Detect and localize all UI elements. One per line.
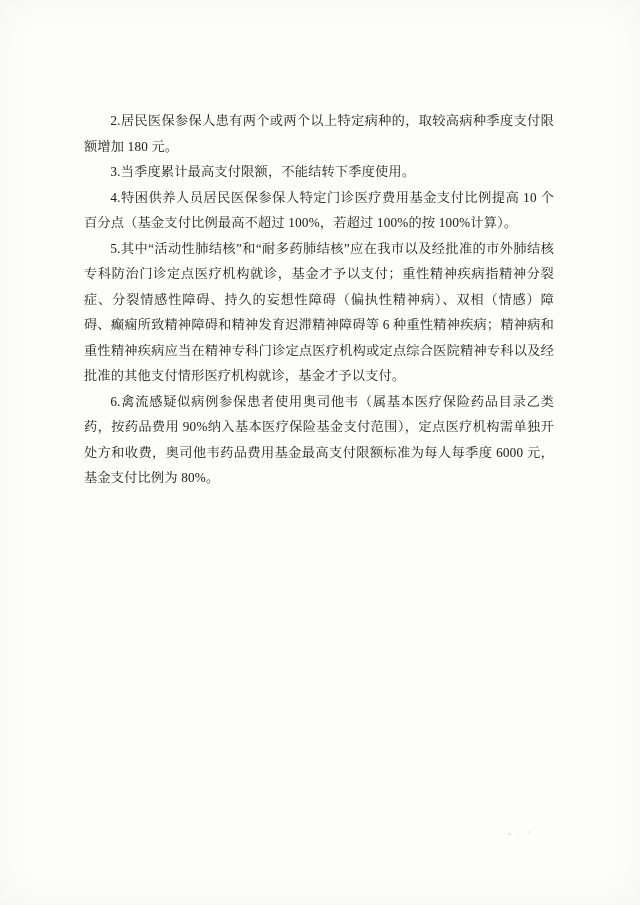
paragraph-5: 5.其中“活动性肺结核”和“耐多药肺结核”应在我市以及经批准的市外肺结核专科防治门诊定点医疗机构就诊，基金才予以支付；重性精神疾病指精神分裂症、分裂情感性障碍、持久的妄想性障碍（偏执性精神病）、双相（情感）障碍、癫痫所致精神障碍和精神发育迟滞精神障碍等 6 种重性精神疾病；精神病和重性精神疾病应当在精神专科门诊定点医疗机构或定点综合医院精神专科以及经批准的其他支付情形医疗机构就诊，基金才予以支付。: [84, 240, 554, 383]
document-body: [84, 108, 554, 491]
scan-speck: [96, 352, 98, 354]
paragraph-4: 4.特困供养人员居民医保参保人特定门诊医疗费用基金支付比例提高 10 个百分点（基金支付比例最高不超过 100%，若超过 100%的按 100%计算）。: [84, 189, 554, 230]
scan-speck: [508, 833, 511, 835]
paragraph-6: 6.禽流感疑似病例参保患者使用奥司他韦（属基本医疗保险药品目录乙类药，按药品费用 90%纳入基本医疗保险基金支付范围），定点医疗机构需单独开处方和收费，奥司他韦药品费用基金最高支付限额标准为每人每季度 6000 元，基金支付比例为 80%。: [84, 393, 554, 485]
paragraph-2: 2.居民医保参保人患有两个或两个以上特定病种的，取较高病种季度支付限额增加 180 元。: [84, 113, 554, 154]
paragraph-3: 3.当季度累计最高支付限额，不能结转下季度使用。: [110, 164, 416, 179]
scan-speck: [517, 836, 519, 838]
scan-speck: [527, 831, 531, 833]
